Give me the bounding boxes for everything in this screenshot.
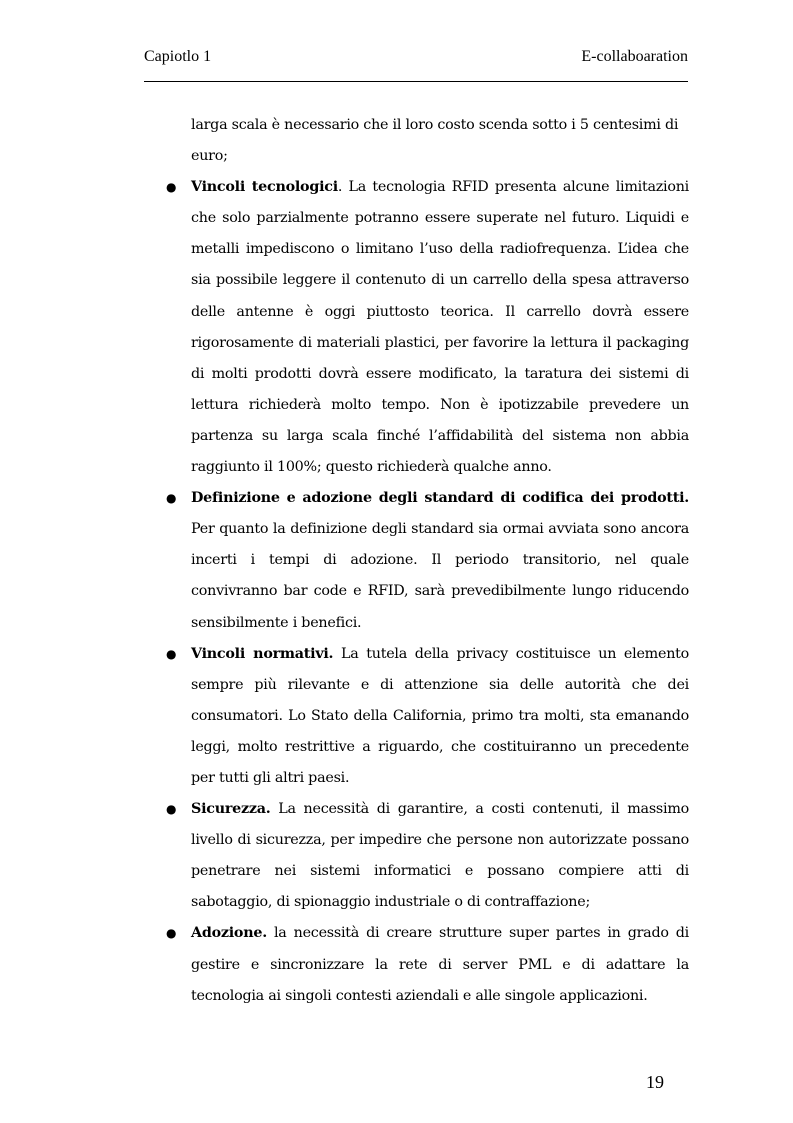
page-number: 19 — [646, 1072, 664, 1092]
bullet-icon: ● — [166, 180, 177, 195]
bullet-icon: ● — [166, 802, 177, 817]
list-item-text: Per quanto la definizione degli standard sia ormai avviata sono ancora incerti i tempi di adozione. Il periodo transitorio, nel quale convivranno bar code e RFID, sarà prevedibilmente lungo riducendo sensibilmente i benefici. — [191, 521, 689, 631]
list-item — [163, 918, 689, 1011]
section-title: E-collaboaration — [581, 48, 688, 65]
continued-line-1: larga scala è necessario che il loro costo scenda sotto i 5 centesimi di — [191, 117, 679, 133]
list-item-text: . La tecnologia RFID presenta alcune limitazioni che solo parzialmente potranno essere superate nel futuro. Liquidi e metalli impediscono o limitano l’uso della radiofrequenza. L’idea che sia possibile leggere il contenuto di un carrello della spesa attraverso delle antenne è oggi piuttosto teorica. Il carrello dovrà essere rigorosamente di materiali plastici, per favorire la lettura il packaging di molti prodotti dovrà essere modificato, la taratura dei sistemi di lettura richiederà molto tempo. Non è ipotizzabile prevedere un partenza su larga scala finché l’affidabilità del sistema non abbia raggiunto il 100%; questo richiederà qualche anno. — [191, 179, 689, 476]
bullet-icon: ● — [166, 926, 177, 941]
list-item-term: Vincoli tecnologici — [191, 179, 338, 196]
list-item — [163, 639, 689, 794]
continued-paragraph — [191, 110, 689, 172]
bullet-list — [163, 172, 689, 1012]
bullet-icon: ● — [166, 491, 177, 506]
continued-line-2: euro; — [191, 148, 228, 165]
list-item-term: Definizione e adozione degli standard di codifica dei prodotti. — [191, 490, 689, 507]
document-body — [163, 110, 689, 1012]
list-item-term: Sicurezza. — [191, 801, 271, 818]
list-item-text: La necessità di garantire, a costi contenuti, il massimo livello di sicurezza, per impedire che persone non autorizzate possano penetrare nei sistemi informatici e possano compiere atti di sabotaggio, di spionaggio industriale o di contraffazione; — [191, 801, 689, 911]
list-item — [163, 794, 689, 918]
running-header — [144, 47, 688, 67]
list-item — [163, 483, 689, 638]
chapter-label: Capiotlo 1 — [144, 48, 212, 65]
list-item — [163, 172, 689, 483]
bullet-icon: ● — [166, 646, 177, 661]
list-item-term: Adozione. — [191, 925, 267, 942]
list-item-text: la necessità di creare strutture super partes in grado di gestire e sincronizzare la rete di server PML e di adattare la tecnologia ai singoli contesti aziendali e alle singole applicazioni. — [191, 925, 689, 1004]
list-item-text: La tutela della privacy costituisce un elemento sempre più rilevante e di attenzione sia delle autorità che dei consumatori. Lo Stato della California, primo tra molti, sta emanando leggi, molto restrittive a riguardo, che costituiranno un precedente per tutti gli altri paesi. — [191, 645, 690, 786]
header-divider — [144, 81, 688, 82]
list-item-term: Vincoli normativi. — [191, 645, 334, 662]
